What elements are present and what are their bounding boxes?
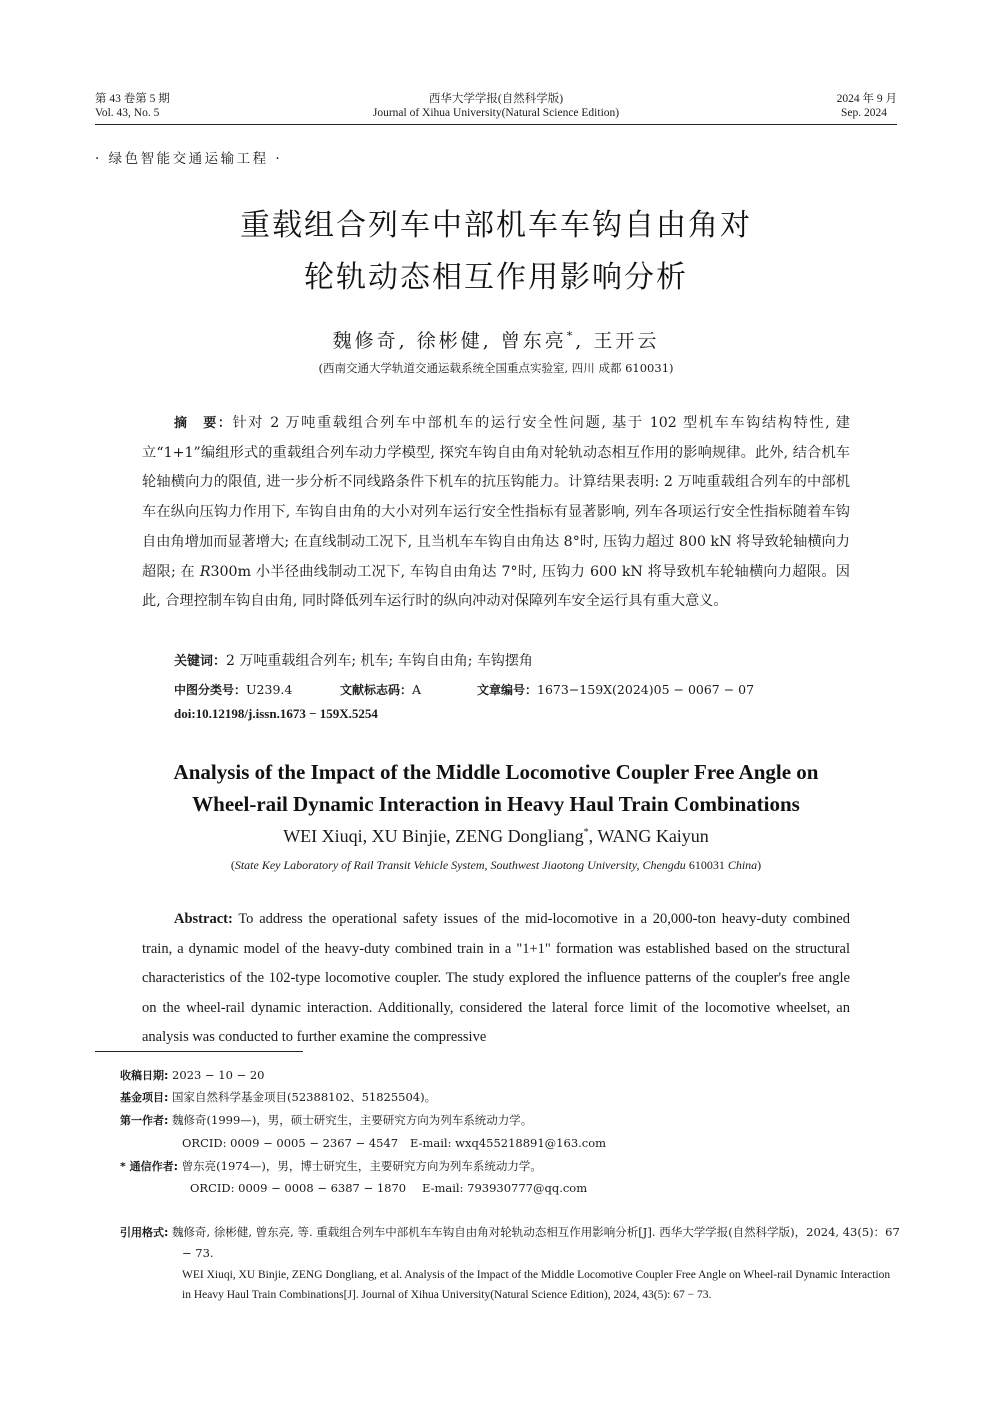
title-cn-line2: 轮轨动态相互作用影响分析 xyxy=(304,260,688,295)
issue-date-en: Sep. 2024 xyxy=(841,107,887,119)
document-code xyxy=(340,681,421,698)
authors-cn-last: , 王开云 xyxy=(575,330,660,352)
corresponding-author xyxy=(120,1159,542,1174)
doi-label: doi: xyxy=(174,706,196,721)
title-en-line1: Analysis of the Impact of the Middle Locomotive Coupler Free Angle on xyxy=(173,760,819,784)
affiliation-en-close: ) xyxy=(757,858,762,872)
received-value: 2023 − 10 − 20 xyxy=(168,1068,265,1082)
footnote-rule xyxy=(95,1051,303,1052)
corresponding-author-email: E-mail: 793930777@qq.com xyxy=(422,1181,588,1195)
corresponding-author-orcid: ORCID: 0009 − 0008 − 6387 − 1870 xyxy=(190,1181,407,1195)
authors-cn xyxy=(0,326,992,353)
journal-name-cn: 西华大学学报(自然科学版) xyxy=(428,93,564,105)
corresponding-author-label: * 通信作者: xyxy=(120,1160,178,1173)
abstract-en xyxy=(142,905,850,1053)
first-author-orcid: ORCID: 0009 − 0005 − 2367 − 4547 xyxy=(182,1136,399,1150)
affiliation-en-code: 610031 xyxy=(685,858,728,872)
first-author xyxy=(120,1113,532,1128)
section-label: · 绿色智能交通运输工程 · xyxy=(95,151,283,167)
authors-en-last: , WANG Kaiyun xyxy=(588,826,709,846)
affiliation-cn: (西南交通大学轨道交通运载系统全国重点实验室, 四川 成都 610031) xyxy=(318,361,674,375)
keywords-cn-label: 关键词： xyxy=(174,654,227,669)
first-author-value: 魏修奇(1999—)，男，硕士研究生，主要研究方向为列车系统动力学。 xyxy=(168,1113,533,1127)
citation-en: WEI Xiuqi, XU Binjie, ZENG Dongliang, et al. Analysis of the Impact of the Middle Locomotive Coupler Free Angle on Wheel-rail Dynamic Interaction in Heavy Haul Train Combinations[J]. Journal of Xihua University(Natural Science Edition), 2024, 43(5): 67 − 73. xyxy=(182,1269,891,1301)
issue-date-cn: 2024 年 9 月 xyxy=(836,93,897,105)
affiliation-en-open: ( xyxy=(230,858,235,872)
header-rule xyxy=(95,124,897,125)
article-number-value: 1673−159X(2024)05 − 0067 − 07 xyxy=(537,682,755,697)
citation-label: 引用格式: xyxy=(120,1226,169,1239)
abstract-en-text: To address the operational safety issues of the mid-locomotive in a 20,000-ton heavy-duty combined train, a dynamic model of the heavy-duty combined train in a "1+1" formation was established based on the structural characteristics of the 102-type locomotive coupler. The study explored the influence patterns of the coupler's free angle on the wheel-rail dynamic interaction. Additionally, considered the lateral force limit of the locomotive wheelset, an analysis was conducted to further examine the compressive xyxy=(142,911,850,1045)
corresponding-author-value: 曾东亮(1974—)，男，博士研究生，主要研究方向为列车系统动力学。 xyxy=(177,1159,542,1173)
title-cn-line1: 重载组合列车中部机车车钩自由角对 xyxy=(240,208,752,243)
corresponding-star: * xyxy=(566,329,576,343)
affiliation-en-country: China xyxy=(727,858,758,872)
journal-name-en: Journal of Xihua University(Natural Science Edition) xyxy=(372,107,620,119)
clc-value: U239.4 xyxy=(246,682,293,697)
abstract-en-label: Abstract: xyxy=(174,911,233,927)
abstract-cn-label: 摘 要： xyxy=(174,416,233,431)
doi xyxy=(174,706,378,722)
abstract-cn-text1: 针对 2 万吨重载组合列车中部机车的运行安全性问题, 基于 102 型机车车钩结构特性, 建立“1+1”编组形式的重载组合列车动力学模型, 探究车钩自由角对轮轨动态相互作用的影响规律。此外, 结合机车轮轴横向力的限值, 进一步分析不同线路条件下机车的抗压钩能力。计算结果表明: 2 万吨重载组合列车的中部机车在纵向压钩力作用下, 车钩自由角的大小对列车运行安全性指标有显著影响, 列车各项运行安全性指标随着车钩自由角增加而显著增大; 在直线制动工况下, 且当机车车钩自由角达 8°时, 压钩力超过 800 kN 将导致轮轴横向力超限; 在 xyxy=(142,415,850,580)
received-date xyxy=(120,1068,265,1083)
abstract-cn-text2: 300m 小半径曲线制动工况下, 车钩自由角达 7°时, 压钩力 600 kN 将导致机车轮轴横向力超限。因此, 合理控制车钩自由角, 同时降低列车运行时的纵向冲动对保障列车安全运行具有重大意义。 xyxy=(142,563,850,610)
corresponding-star-en: * xyxy=(583,827,589,838)
clc-label: 中图分类号： xyxy=(174,683,247,697)
keywords-cn-text: 2 万吨重载组合列车; 机车; 车钩自由角; 车钩摆角 xyxy=(226,653,533,669)
keywords-cn xyxy=(174,650,533,670)
received-label: 收稿日期: xyxy=(120,1069,169,1082)
article-number-label: 文章编号： xyxy=(477,683,538,697)
first-author-email: E-mail: wxq455218891@163.com xyxy=(410,1136,607,1150)
article-number xyxy=(477,681,754,698)
affiliation-en xyxy=(0,858,992,873)
radius-letter: R xyxy=(199,563,211,580)
authors-cn-main: 魏修奇, 徐彬健, 曾东亮 xyxy=(332,330,567,352)
fund-value: 国家自然科学基金项目(52388102、51825504)。 xyxy=(168,1090,437,1104)
clc-number xyxy=(174,681,292,698)
volume-info-cn: 第 43 卷第 5 期 xyxy=(95,93,170,105)
authors-en xyxy=(0,826,992,847)
citation-cn xyxy=(120,1222,900,1263)
abstract-cn xyxy=(142,409,850,617)
fund-label: 基金项目: xyxy=(120,1091,169,1104)
document-code-value: A xyxy=(412,682,422,697)
fund-project xyxy=(120,1090,436,1105)
affiliation-en-org: State Key Laboratory of Rail Transit Vehicle System, Southwest Jiaotong University, Chengdu xyxy=(234,858,686,872)
doi-value: 10.12198/j.issn.1673 − 159X.5254 xyxy=(195,706,378,721)
authors-en-main: WEI Xiuqi, XU Binjie, ZENG Dongliang xyxy=(283,826,584,846)
volume-info-en: Vol. 43, No. 5 xyxy=(95,107,160,119)
citation-cn-text: 魏修奇, 徐彬健, 曾东亮, 等. 重载组合列车中部机车车钩自由角对轮轨动态相互作用影响分析[J]. 西华大学学报(自然科学版)，2024, 43(5)：67 − 73. xyxy=(168,1225,900,1260)
document-code-label: 文献标志码： xyxy=(340,683,413,697)
first-author-label: 第一作者: xyxy=(120,1114,169,1127)
title-en-line2: Wheel-rail Dynamic Interaction in Heavy Haul Train Combinations xyxy=(192,792,800,816)
